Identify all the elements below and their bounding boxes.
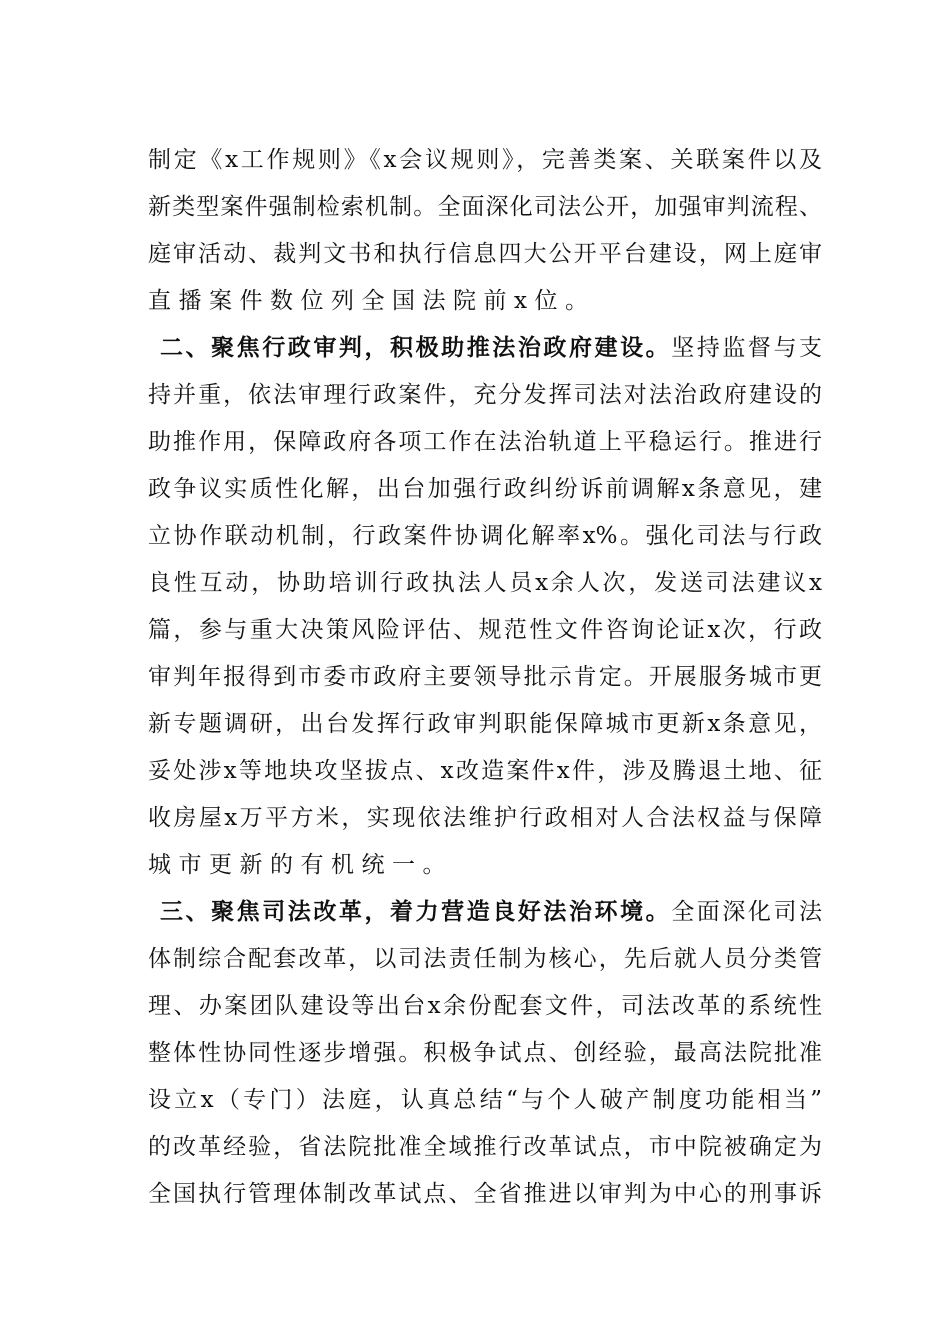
text-line: 整体性协同性逐步增强。积极争试点、创经验，最高法院批准 (148, 1040, 822, 1066)
section-heading: 二、聚焦行政审判，积极助推法治政府建设。 (160, 335, 672, 361)
text-line: 直播案件数位列全国法院前x位。 (148, 288, 596, 314)
text-line: 城市更新的有机统一。 (148, 852, 453, 878)
section-heading: 三、聚焦司法改革，着力营造良好法治环境。 (160, 899, 672, 925)
text-run: 坚持监督与支 (671, 335, 823, 361)
text-line: 持并重，依法审理行政案件，充分发挥司法对法治政府建设的 (148, 382, 822, 408)
text-line: 设立x（专门）法庭，认真总结“与个人破产制度功能相当” (148, 1087, 822, 1113)
text-line: 政争议实质性化解，出台加强行政纠纷诉前调解x条意见，建 (148, 476, 822, 502)
text-line: 庭审活动、裁判文书和执行信息四大公开平台建设，网上庭审 (148, 241, 822, 267)
text-line: 体制综合配套改革，以司法责任制为核心，先后就人员分类管 (148, 946, 822, 972)
text-line (148, 889, 822, 936)
text-run: 全面深化司法 (671, 899, 823, 925)
text-line: 助推作用，保障政府各项工作在法治轨道上平稳运行。推进行 (148, 429, 822, 455)
document-page (148, 137, 822, 1218)
text-line: 审判年报得到市委市政府主要领导批示肯定。开展服务城市更 (148, 664, 822, 690)
text-line: 篇，参与重大决策风险评估、规范性文件咨询论证x次，行政 (148, 617, 822, 643)
text-line: 新类型案件强制检索机制。全面深化司法公开，加强审判流程、 (148, 194, 822, 220)
text-line: 理、办案团队建设等出台x余份配套文件，司法改革的系统性 (148, 993, 822, 1019)
paragraph-3 (148, 889, 822, 1218)
text-line (148, 325, 822, 372)
text-line: 收房屋x万平方米，实现依法维护行政相对人合法权益与保障 (148, 805, 822, 831)
text-line: 新专题调研，出台发挥行政审判职能保障城市更新x条意见， (148, 711, 822, 737)
text-line: 立协作联动机制，行政案件协调化解率x%。强化司法与行政 (148, 523, 822, 549)
paragraph-2 (148, 325, 822, 889)
paragraph-1 (148, 137, 822, 325)
text-line: 的改革经验，省法院批准全域推行改革试点，市中院被确定为 (148, 1134, 822, 1160)
text-line: 制定《x工作规则》《x会议规则》，完善类案、关联案件以及 (148, 147, 822, 173)
text-line: 良性互动，协助培训行政执法人员x余人次，发送司法建议x (148, 570, 822, 596)
text-line: 全国执行管理体制改革试点、全省推进以审判为中心的刑事诉 (148, 1181, 822, 1207)
text-line: 妥处涉x等地块攻坚拔点、x改造案件x件，涉及腾退土地、征 (148, 758, 822, 784)
